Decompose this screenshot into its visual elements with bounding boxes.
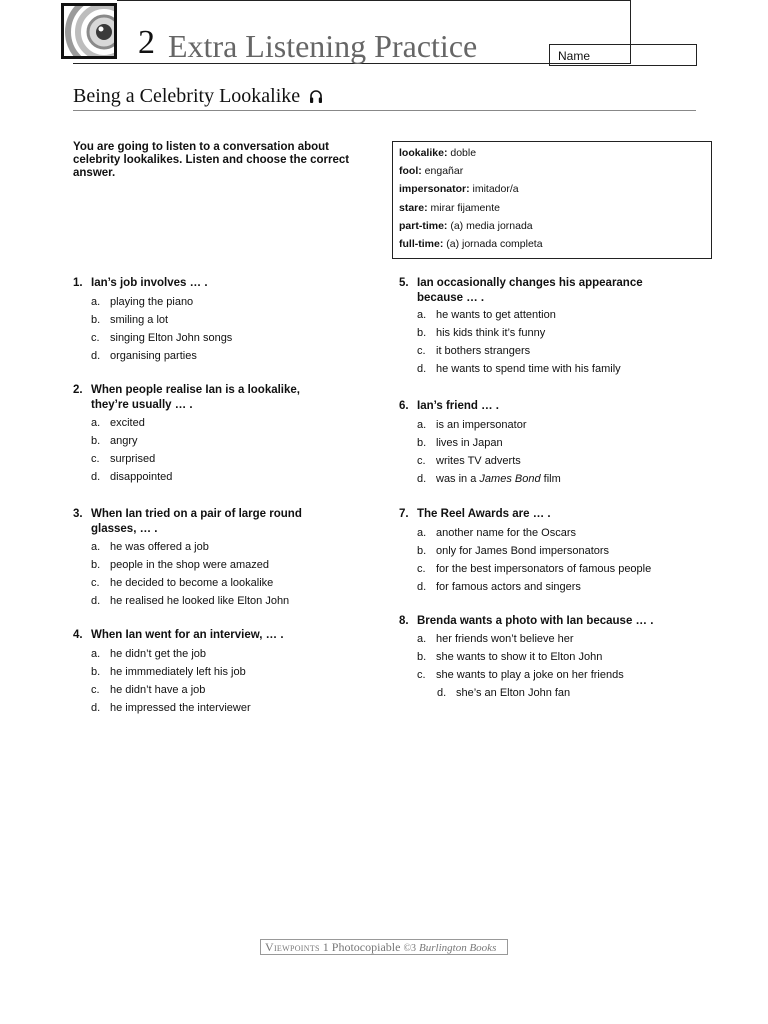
question-text: When Ian tried on a pair of large round glasses, … . bbox=[91, 508, 302, 535]
answer-option[interactable] bbox=[73, 538, 373, 556]
option-text: his kids think it’s funny bbox=[436, 327, 546, 339]
option-text: surprised bbox=[110, 453, 156, 465]
option-letter: c. bbox=[91, 577, 100, 589]
option-letter: a. bbox=[417, 526, 427, 539]
glossary-term: stare: bbox=[399, 201, 428, 214]
question-stem bbox=[73, 628, 373, 643]
option-letter: a. bbox=[91, 295, 101, 308]
option-text: it bothers strangers bbox=[436, 345, 531, 357]
question-5 bbox=[399, 276, 699, 378]
listening-logo-icon bbox=[61, 3, 117, 59]
name-field[interactable] bbox=[549, 44, 697, 66]
question-number: 7. bbox=[399, 508, 409, 520]
question-number: 6. bbox=[399, 400, 409, 412]
page-title: Extra Listening Practice bbox=[168, 28, 478, 64]
option-text: he was offered a job bbox=[110, 541, 209, 553]
option-text-after: film bbox=[540, 472, 561, 485]
option-text: only for James Bond impersonators bbox=[436, 544, 610, 557]
glossary-translation: (a) jornada completa bbox=[446, 237, 543, 250]
option-letter: b. bbox=[91, 313, 101, 326]
option-text: playing the piano bbox=[110, 295, 194, 308]
question-number: 4. bbox=[73, 629, 83, 641]
answer-option[interactable] bbox=[399, 666, 699, 684]
footer-publisher: Burlington Books bbox=[419, 942, 497, 954]
answer-option[interactable] bbox=[399, 434, 699, 452]
glossary-term: full-time: bbox=[399, 237, 444, 250]
option-text: angry bbox=[110, 435, 138, 447]
option-text: disappointed bbox=[110, 471, 173, 483]
answer-option[interactable] bbox=[399, 542, 699, 560]
question-text: The Reel Awards are … . bbox=[417, 508, 551, 520]
option-letter: d. bbox=[417, 363, 427, 375]
option-text: her friends won’t believe her bbox=[436, 632, 574, 645]
option-text: organising parties bbox=[110, 349, 197, 362]
question-stem bbox=[399, 614, 699, 629]
option-text: singing Elton John songs bbox=[110, 331, 233, 344]
answer-option[interactable] bbox=[399, 524, 699, 542]
answer-option[interactable] bbox=[73, 414, 373, 432]
glossary-translation: doble bbox=[450, 147, 477, 159]
question-number: 3. bbox=[73, 508, 83, 520]
glossary-row bbox=[399, 183, 711, 201]
answer-option[interactable] bbox=[73, 592, 373, 610]
option-text: writes TV adverts bbox=[436, 454, 521, 467]
glossary-row bbox=[399, 220, 711, 238]
option-text: she wants to show it to Elton John bbox=[436, 650, 603, 663]
option-text: another name for the Oscars bbox=[436, 526, 577, 539]
option-letter: d. bbox=[417, 580, 427, 593]
answer-option[interactable] bbox=[399, 452, 699, 470]
option-text: he immmediately left his job bbox=[110, 665, 246, 678]
option-letter: a. bbox=[91, 417, 101, 429]
answer-option[interactable] bbox=[73, 574, 373, 592]
option-text: he didn’t get the job bbox=[110, 647, 207, 660]
option-letter: c. bbox=[91, 331, 100, 344]
glossary-row bbox=[399, 165, 711, 183]
answer-option[interactable] bbox=[73, 311, 373, 329]
glossary-row bbox=[399, 147, 711, 165]
question-stem bbox=[73, 507, 331, 536]
option-letter: d. bbox=[437, 686, 447, 699]
option-letter: b. bbox=[417, 436, 427, 449]
option-text: he didn’t have a job bbox=[110, 683, 206, 696]
question-text: When Ian went for an interview, … . bbox=[91, 629, 284, 641]
option-letter: a. bbox=[417, 309, 427, 321]
option-letter: c. bbox=[417, 345, 426, 357]
answer-option[interactable] bbox=[399, 306, 699, 324]
question-6 bbox=[399, 399, 699, 488]
question-stem bbox=[399, 507, 699, 522]
glossary-translation: (a) media jornada bbox=[450, 219, 533, 232]
option-letter: a. bbox=[417, 418, 427, 431]
answer-option[interactable] bbox=[73, 293, 373, 311]
option-text: he impressed the interviewer bbox=[110, 701, 251, 714]
glossary-translation: imitador/a bbox=[472, 183, 519, 196]
option-text: for famous actors and singers bbox=[436, 580, 581, 593]
glossary-term: part-time: bbox=[399, 219, 448, 232]
answer-option[interactable] bbox=[73, 347, 373, 365]
footer-series: Viewpoints bbox=[265, 940, 320, 954]
section-title-text: Being a Celebrity Lookalike bbox=[73, 85, 301, 107]
question-2 bbox=[73, 383, 373, 486]
option-text: she’s an Elton John fan bbox=[456, 686, 571, 699]
answer-option[interactable] bbox=[399, 648, 699, 666]
footer-level: 1 bbox=[322, 940, 329, 954]
option-letter: a. bbox=[417, 632, 427, 645]
question-text: Ian’s job involves … . bbox=[91, 277, 208, 289]
answer-option[interactable] bbox=[399, 324, 699, 342]
option-text: is an impersonator bbox=[436, 418, 527, 431]
footer-copyright: © bbox=[403, 943, 412, 954]
option-text: lives in Japan bbox=[436, 436, 503, 449]
option-letter: c. bbox=[91, 683, 100, 696]
name-label: Name bbox=[558, 49, 591, 63]
answer-option[interactable] bbox=[399, 416, 699, 434]
glossary-term: lookalike: bbox=[399, 147, 448, 159]
option-letter: d. bbox=[417, 472, 427, 485]
option-text: excited bbox=[110, 417, 145, 429]
option-text: he wants to get attention bbox=[436, 309, 556, 321]
option-letter: b. bbox=[91, 559, 101, 571]
option-text: she wants to play a joke on her friends bbox=[436, 668, 624, 681]
answer-option[interactable] bbox=[399, 684, 699, 702]
question-3 bbox=[73, 507, 373, 610]
question-1 bbox=[73, 276, 373, 365]
question-text: Brenda wants a photo with Ian because … . bbox=[417, 615, 654, 627]
question-number: 1. bbox=[73, 277, 83, 289]
question-8 bbox=[399, 614, 699, 702]
option-text-italic: James Bond bbox=[479, 472, 541, 485]
answer-option[interactable] bbox=[399, 470, 699, 488]
option-letter: a. bbox=[91, 541, 101, 553]
footer-mark: 3 bbox=[411, 943, 417, 954]
footer-photocopiable: Photocopiable bbox=[331, 940, 401, 954]
answer-option[interactable] bbox=[73, 663, 373, 681]
option-letter: b. bbox=[91, 665, 101, 678]
glossary-row bbox=[399, 238, 711, 256]
glossary-translation: engañar bbox=[424, 165, 464, 178]
option-letter: d. bbox=[91, 701, 101, 714]
question-number: 2. bbox=[73, 384, 83, 396]
option-letter: c. bbox=[417, 562, 426, 575]
unit-number: 2 bbox=[138, 24, 155, 61]
question-stem bbox=[73, 276, 373, 291]
option-letter: d. bbox=[91, 349, 101, 362]
instructions: You are going to listen to a conversation about celebrity lookalikes. Listen and choose the correct answer. bbox=[73, 141, 350, 179]
question-number: 8. bbox=[399, 615, 409, 627]
answer-option[interactable] bbox=[73, 699, 373, 717]
option-text: people in the shop were amazed bbox=[110, 559, 269, 571]
answer-option[interactable] bbox=[73, 329, 373, 347]
option-letter: d. bbox=[91, 595, 101, 607]
answer-option[interactable] bbox=[399, 560, 699, 578]
question-text: Ian occasionally changes his appearance because … . bbox=[417, 277, 643, 304]
title-divider bbox=[73, 110, 696, 111]
answer-option[interactable] bbox=[399, 630, 699, 648]
answer-option[interactable] bbox=[73, 432, 373, 450]
option-letter: b. bbox=[417, 650, 427, 663]
option-text: was in a bbox=[436, 472, 480, 485]
option-letter: b. bbox=[417, 544, 427, 557]
glossary-row bbox=[399, 202, 711, 220]
answer-option[interactable] bbox=[73, 468, 373, 486]
glossary-translation: mirar fijamente bbox=[430, 201, 500, 214]
headphones-icon bbox=[309, 87, 323, 110]
answer-option[interactable] bbox=[73, 450, 373, 468]
option-text: smiling a lot bbox=[110, 313, 169, 326]
option-letter: b. bbox=[91, 435, 101, 447]
option-letter: c. bbox=[417, 454, 426, 467]
answer-option[interactable] bbox=[399, 342, 699, 360]
glossary-term: fool: bbox=[399, 165, 422, 178]
section-title bbox=[73, 85, 323, 110]
glossary-term: impersonator: bbox=[399, 183, 470, 196]
answer-option[interactable] bbox=[399, 578, 699, 596]
option-letter: a. bbox=[91, 647, 101, 660]
footer-credit bbox=[260, 939, 508, 955]
question-stem bbox=[399, 399, 699, 414]
question-stem bbox=[73, 383, 331, 412]
option-text: he realised he looked like Elton John bbox=[110, 595, 290, 607]
answer-option[interactable] bbox=[73, 645, 373, 663]
option-letter: b. bbox=[417, 327, 427, 339]
question-text: Ian’s friend … . bbox=[417, 400, 500, 412]
question-stem bbox=[399, 276, 677, 305]
option-text: for the best impersonators of famous people bbox=[436, 562, 652, 575]
question-text: When people realise Ian is a lookalike, they’re usually … . bbox=[91, 384, 300, 411]
question-number: 5. bbox=[399, 277, 409, 289]
option-text: he wants to spend time with his family bbox=[436, 363, 621, 375]
answer-option[interactable] bbox=[73, 556, 373, 574]
question-7 bbox=[399, 507, 699, 596]
option-letter: c. bbox=[417, 668, 426, 681]
glossary-box bbox=[392, 141, 712, 259]
option-letter: c. bbox=[91, 453, 100, 465]
answer-option[interactable] bbox=[73, 681, 373, 699]
option-text: he decided to become a lookalike bbox=[110, 577, 274, 589]
answer-option[interactable] bbox=[399, 360, 699, 378]
question-4 bbox=[73, 628, 373, 717]
option-letter: d. bbox=[91, 471, 101, 483]
